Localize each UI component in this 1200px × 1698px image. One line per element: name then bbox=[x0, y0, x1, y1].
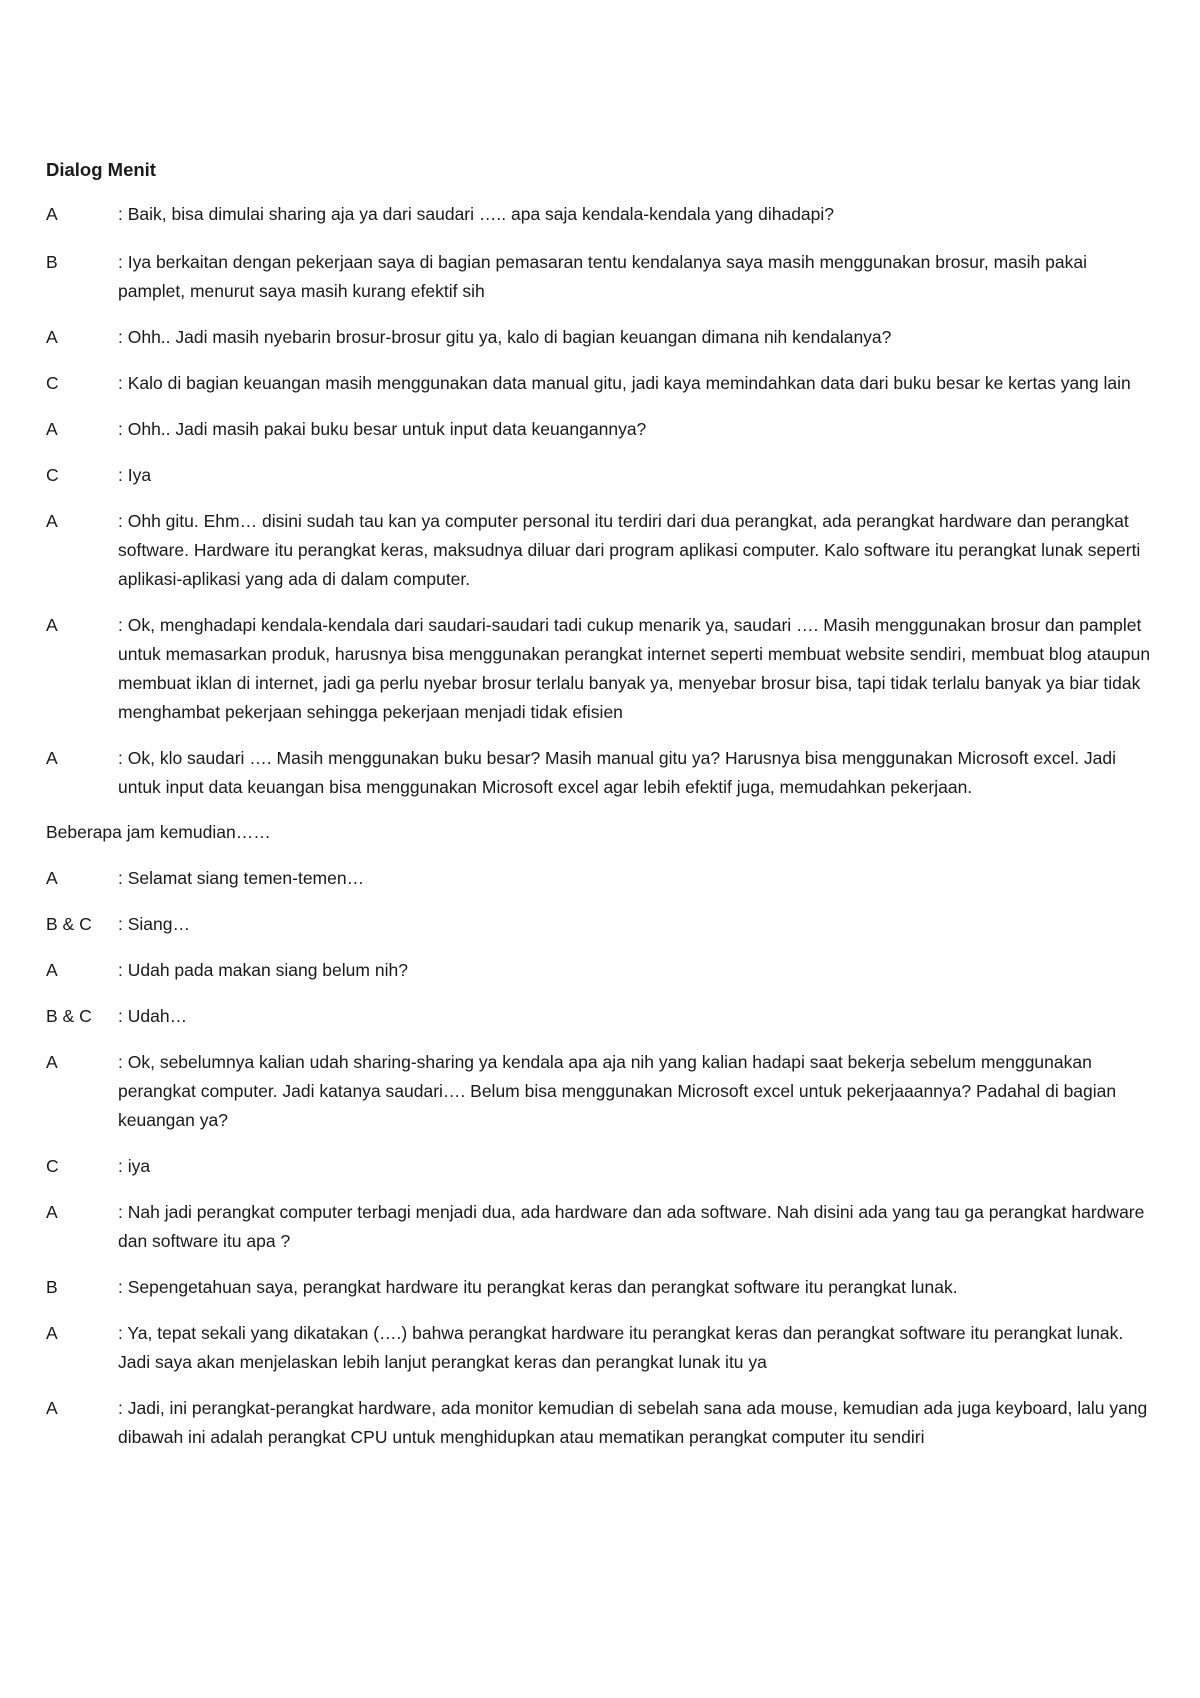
dialog-text bbox=[118, 864, 1156, 893]
separator: : bbox=[118, 419, 128, 439]
dialog-line bbox=[46, 369, 1156, 398]
dialog-line bbox=[46, 248, 1156, 306]
dialog-text bbox=[118, 248, 1156, 306]
dialog-line bbox=[46, 910, 1156, 939]
speaker-label: C bbox=[46, 373, 59, 393]
dialog-text bbox=[118, 1048, 1156, 1135]
dialog-text-body: Udah… bbox=[127, 1006, 188, 1026]
separator: : bbox=[118, 960, 128, 980]
speaker-label: A bbox=[46, 868, 58, 888]
dialog-line bbox=[46, 415, 1156, 444]
separator: : bbox=[118, 1323, 128, 1343]
speaker-label: B & C bbox=[46, 1006, 92, 1026]
separator: : bbox=[118, 1398, 128, 1418]
dialog-line bbox=[46, 1048, 1156, 1135]
dialog-text-body: Jadi, ini perangkat-perangkat hardware, ada monitor kemudian di sebelah sana ada mouse, kemudian ada juga keyboard, lalu yang dibawah ini adalah perangkat CPU untuk menghidupkan atau mematikan perangkat computer itu sendiri bbox=[118, 1398, 1148, 1447]
dialog-text-body: Ok, sebelumnya kalian udah sharing-sharing ya kendala apa aja nih yang kalian hadapi saat bekerja sebelum menggunakan perangkat computer. Jadi katanya saudari…. Belum bisa menggunakan Microsoft excel untuk pekerjaaannya? Padahal di bagian keuangan ya? bbox=[118, 1052, 1117, 1130]
speaker-label: A bbox=[46, 615, 58, 635]
dialog-text bbox=[118, 1152, 1156, 1181]
dialog-text bbox=[118, 369, 1156, 398]
dialog-text bbox=[118, 1394, 1156, 1452]
dialog-text-body: Ohh.. Jadi masih nyebarin brosur-brosur gitu ya, kalo di bagian keuangan dimana nih kendalanya? bbox=[127, 327, 892, 347]
dialog-line bbox=[46, 744, 1156, 802]
separator: : bbox=[118, 204, 128, 224]
dialog-lines bbox=[46, 200, 1156, 802]
dialog-line bbox=[46, 1394, 1156, 1452]
dialog-line bbox=[46, 1152, 1156, 1181]
dialog-text bbox=[118, 415, 1156, 444]
dialog-text-body: Udah pada makan siang belum nih? bbox=[127, 960, 408, 980]
dialog-text-body: iya bbox=[127, 1156, 151, 1176]
dialog-text-body: Ok, klo saudari …. Masih menggunakan buku besar? Masih manual gitu ya? Harusnya bisa menggunakan Microsoft excel. Jadi untuk input data keuangan bisa menggunakan Microsoft excel agar lebih efektif juga, memudahkan pekerjaan. bbox=[118, 748, 1117, 797]
separator: : bbox=[118, 373, 128, 393]
speaker-label: B & C bbox=[46, 914, 92, 934]
dialog-line bbox=[46, 507, 1156, 594]
dialog-text bbox=[118, 910, 1156, 939]
dialog-lines-after bbox=[46, 864, 1156, 1452]
speaker-label: C bbox=[46, 1156, 59, 1176]
speaker-label: A bbox=[46, 1202, 58, 1222]
dialog-text-body: Iya berkaitan dengan pekerjaan saya di bagian pemasaran tentu kendalanya saya masih menggunakan brosur, masih pakai pamplet, menurut saya masih kurang efektif sih bbox=[118, 252, 1087, 301]
separator: : bbox=[118, 252, 128, 272]
dialog-text bbox=[118, 611, 1156, 727]
dialog-text bbox=[118, 323, 1156, 352]
dialog-text-body: Siang… bbox=[127, 914, 190, 934]
separator: : bbox=[118, 914, 128, 934]
speaker-label: A bbox=[46, 419, 58, 439]
dialog-text-body: Sepengetahuan saya, perangkat hardware itu perangkat keras dan perangkat software itu perangkat lunak. bbox=[127, 1277, 958, 1297]
separator: : bbox=[118, 1006, 128, 1026]
dialog-line bbox=[46, 1273, 1156, 1302]
separator: : bbox=[118, 1156, 128, 1176]
dialog-text bbox=[118, 461, 1156, 490]
speaker-label: A bbox=[46, 511, 58, 531]
separator: : bbox=[118, 465, 128, 485]
dialog-text bbox=[118, 507, 1156, 594]
dialog-text-body: Ohh gitu. Ehm… disini sudah tau kan ya computer personal itu terdiri dari dua perangkat, ada perangkat hardware dan perangkat software. Hardware itu perangkat keras, maksudnya diluar dari program aplikasi computer. Kalo software itu perangkat lunak seperti aplikasi-aplikasi yang ada di dalam computer. bbox=[118, 511, 1141, 589]
dialog-line bbox=[46, 864, 1156, 893]
dialog-text-body: Ohh.. Jadi masih pakai buku besar untuk input data keuangannya? bbox=[127, 419, 647, 439]
separator: : bbox=[118, 1202, 128, 1222]
speaker-label: A bbox=[46, 1323, 58, 1343]
dialog-text-body: Kalo di bagian keuangan masih menggunakan data manual gitu, jadi kaya memindahkan data dari buku besar ke kertas yang lain bbox=[127, 373, 1131, 393]
dialog-line bbox=[46, 611, 1156, 727]
narration-line: Beberapa jam kemudian…… bbox=[46, 822, 271, 842]
document-title: Dialog Menit bbox=[46, 159, 156, 180]
separator: : bbox=[118, 327, 128, 347]
speaker-label: A bbox=[46, 327, 58, 347]
separator: : bbox=[118, 748, 128, 768]
dialog-line bbox=[46, 1002, 1156, 1031]
speaker-label: A bbox=[46, 960, 58, 980]
speaker-label: B bbox=[46, 252, 58, 272]
dialog-text-body: Baik, bisa dimulai sharing aja ya dari saudari ….. apa saja kendala-kendala yang dihadapi? bbox=[127, 204, 835, 224]
dialog-text bbox=[118, 1002, 1156, 1031]
dialog-text bbox=[118, 1273, 1156, 1302]
dialog-text-body: Selamat siang temen-temen… bbox=[127, 868, 365, 888]
dialog-line bbox=[46, 1319, 1156, 1377]
speaker-label: C bbox=[46, 465, 59, 485]
dialog-line bbox=[46, 956, 1156, 985]
dialog-text-body: Ok, menghadapi kendala-kendala dari saudari-saudari tadi cukup menarik ya, saudari …. Masih menggunakan brosur dan pamplet untuk memasarkan produk, harusnya bisa menggunakan perangkat internet seperti membuat website sendiri, membuat blog ataupun membuat iklan di internet, jadi ga perlu nyebar brosur terlalu banyak ya, menyebar brosur bisa, tapi tidak terlalu banyak ya biar tidak menghambat pekerjaan sehingga pekerjaan menjadi tidak efisien bbox=[118, 615, 1151, 722]
dialog-line bbox=[46, 200, 1156, 229]
separator: : bbox=[118, 1052, 128, 1072]
speaker-label: A bbox=[46, 1398, 58, 1418]
dialog-line bbox=[46, 323, 1156, 352]
document-page bbox=[46, 156, 1156, 1469]
dialog-text-body: Iya bbox=[127, 465, 152, 485]
separator: : bbox=[118, 511, 128, 531]
separator: : bbox=[118, 868, 128, 888]
speaker-label: A bbox=[46, 204, 58, 224]
dialog-line bbox=[46, 1198, 1156, 1256]
dialog-text bbox=[118, 956, 1156, 985]
dialog-text-body: Ya, tepat sekali yang dikatakan (….) bahwa perangkat hardware itu perangkat keras dan perangkat software itu perangkat lunak. Jadi saya akan menjelaskan lebih lanjut perangkat keras dan perangkat lunak itu ya bbox=[118, 1323, 1124, 1372]
speaker-label: A bbox=[46, 748, 58, 768]
dialog-text bbox=[118, 1319, 1156, 1377]
dialog-line bbox=[46, 461, 1156, 490]
dialog-text bbox=[118, 1198, 1156, 1256]
speaker-label: A bbox=[46, 1052, 58, 1072]
separator: : bbox=[118, 1277, 128, 1297]
dialog-text bbox=[118, 200, 1156, 229]
separator: : bbox=[118, 615, 128, 635]
dialog-text-body: Nah jadi perangkat computer terbagi menjadi dua, ada hardware dan ada software. Nah disini ada yang tau ga perangkat hardware dan software itu apa ? bbox=[118, 1202, 1145, 1251]
dialog-text bbox=[118, 744, 1156, 802]
speaker-label: B bbox=[46, 1277, 58, 1297]
